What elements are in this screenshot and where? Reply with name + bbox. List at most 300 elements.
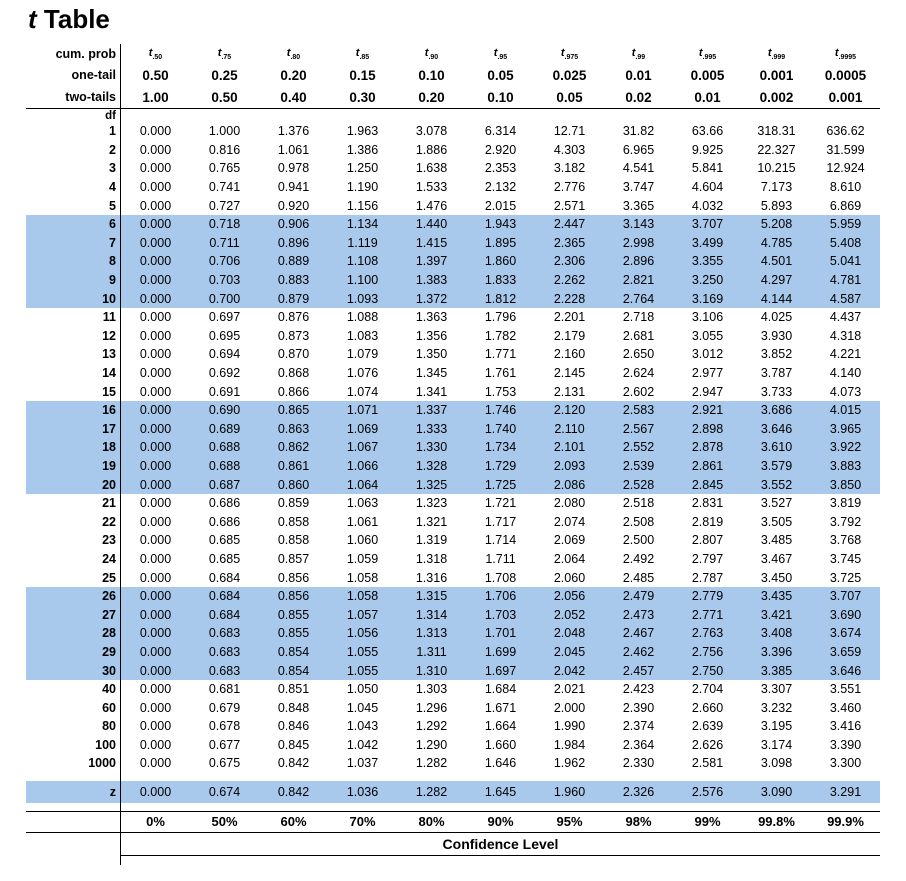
critical-value: 1.638 bbox=[415, 161, 448, 176]
critical-value: 2.763 bbox=[673, 624, 742, 643]
critical-value: 2.086 bbox=[535, 475, 604, 494]
table-row bbox=[26, 141, 880, 160]
critical-value: 0.883 bbox=[259, 271, 328, 290]
critical-value: 0.688 bbox=[190, 457, 259, 476]
cum-prob-sub: .80 bbox=[290, 54, 301, 62]
df-value: 15 bbox=[26, 382, 121, 401]
critical-value: 0.688 bbox=[190, 438, 259, 457]
critical-value: 1.100 bbox=[328, 271, 397, 290]
df-value: 16 bbox=[26, 401, 121, 420]
cum-prob-label: cum. prob bbox=[26, 44, 121, 64]
critical-value: 1.058 bbox=[328, 587, 397, 606]
cum-prob-sub: .999 bbox=[771, 54, 786, 62]
one-tail-value: 0.20 bbox=[280, 67, 307, 83]
spacer-cell bbox=[190, 803, 259, 812]
critical-value: 2.552 bbox=[604, 438, 673, 457]
critical-value: 2.021 bbox=[553, 682, 586, 697]
critical-value: 1.345 bbox=[415, 366, 448, 381]
critical-value: 0.978 bbox=[277, 161, 310, 176]
critical-value: 1.337 bbox=[397, 401, 466, 420]
critical-value: 2.074 bbox=[553, 514, 586, 529]
df-value: 17 bbox=[26, 420, 121, 439]
critical-value: 0.691 bbox=[208, 384, 241, 399]
critical-value: 1.296 bbox=[415, 700, 448, 715]
critical-value: 0.000 bbox=[139, 737, 172, 752]
one-tail-value: 0.01 bbox=[625, 67, 652, 83]
one-tail-value: 0.25 bbox=[211, 67, 238, 83]
critical-value: 1.319 bbox=[415, 533, 448, 548]
df-value: 4 bbox=[26, 178, 121, 197]
cum-prob-header bbox=[811, 44, 880, 64]
critical-value: 1.729 bbox=[466, 457, 535, 476]
empty-cell bbox=[742, 109, 811, 123]
critical-value: 0.856 bbox=[277, 570, 310, 585]
critical-value: 2.639 bbox=[691, 719, 724, 734]
cum-prob-t: t bbox=[286, 46, 291, 59]
critical-value: 63.66 bbox=[691, 124, 724, 139]
critical-value: 2.447 bbox=[535, 215, 604, 234]
critical-value: 0.858 bbox=[277, 514, 310, 529]
empty-cell bbox=[673, 109, 742, 123]
confidence-value: 99.9% bbox=[811, 811, 880, 832]
critical-value: 12.924 bbox=[826, 161, 865, 176]
table-row bbox=[26, 438, 880, 457]
confidence-value: 60% bbox=[259, 811, 328, 832]
critical-value: 3.195 bbox=[760, 719, 793, 734]
spacer-cell bbox=[535, 803, 604, 812]
critical-value: 0.000 bbox=[121, 401, 191, 420]
critical-value: 1.314 bbox=[397, 605, 466, 624]
spacer-cell bbox=[466, 773, 535, 781]
table-row bbox=[26, 420, 880, 439]
df-value: 11 bbox=[26, 308, 121, 327]
critical-value: 0.000 bbox=[139, 700, 172, 715]
critical-value: 2.787 bbox=[691, 570, 724, 585]
critical-value: 0.920 bbox=[277, 198, 310, 213]
critical-value: 0.876 bbox=[277, 310, 310, 325]
critical-value: 3.787 bbox=[760, 366, 793, 381]
critical-value: 2.861 bbox=[673, 457, 742, 476]
one-tail-value: 0.025 bbox=[552, 67, 587, 83]
two-tails-value: 0.30 bbox=[328, 86, 397, 109]
critical-value: 1.108 bbox=[328, 252, 397, 271]
critical-value: 2.110 bbox=[535, 420, 604, 439]
critical-value: 1.050 bbox=[346, 682, 379, 697]
critical-value: 1.671 bbox=[484, 700, 517, 715]
empty-cell bbox=[811, 109, 880, 123]
critical-value: 2.306 bbox=[535, 252, 604, 271]
table-row bbox=[26, 234, 880, 253]
critical-value: 1.833 bbox=[466, 271, 535, 290]
critical-value: 1.796 bbox=[484, 310, 517, 325]
critical-value: 31.82 bbox=[622, 124, 655, 139]
critical-value: 1.943 bbox=[466, 215, 535, 234]
critical-value: 0.846 bbox=[277, 719, 310, 734]
table-row bbox=[26, 401, 880, 420]
critical-value: 0.868 bbox=[277, 366, 310, 381]
critical-value: 2.201 bbox=[553, 310, 586, 325]
critical-value: 0.000 bbox=[121, 457, 191, 476]
critical-value: 3.747 bbox=[622, 180, 655, 195]
critical-value: 0.687 bbox=[190, 475, 259, 494]
df-label: df bbox=[26, 109, 121, 123]
critical-value: 0.678 bbox=[208, 719, 241, 734]
critical-value: 1.740 bbox=[466, 420, 535, 439]
df-value: 1000 bbox=[26, 754, 121, 773]
critical-value: 4.073 bbox=[829, 384, 862, 399]
critical-value: 3.499 bbox=[673, 234, 742, 253]
critical-value: 3.659 bbox=[811, 643, 880, 662]
critical-value: 0.000 bbox=[139, 570, 172, 585]
critical-value: 0.694 bbox=[208, 347, 241, 362]
critical-value: 1.962 bbox=[553, 756, 586, 771]
critical-value: 3.467 bbox=[760, 551, 793, 566]
critical-value: 3.819 bbox=[829, 496, 862, 511]
cum-prob-sub: .975 bbox=[564, 54, 579, 62]
critical-value: 3.745 bbox=[829, 551, 862, 566]
critical-value: 1.753 bbox=[484, 384, 517, 399]
critical-value: 0.865 bbox=[259, 401, 328, 420]
critical-value: 2.896 bbox=[604, 252, 673, 271]
critical-value: 1.282 bbox=[415, 756, 448, 771]
table-row bbox=[26, 512, 880, 531]
critical-value: 0.000 bbox=[139, 682, 172, 697]
critical-value: 2.132 bbox=[484, 180, 517, 195]
table-row bbox=[26, 475, 880, 494]
cum-prob-t: t bbox=[217, 46, 222, 59]
empty-cell bbox=[328, 109, 397, 123]
critical-value: 4.541 bbox=[622, 161, 655, 176]
df-value: 28 bbox=[26, 624, 121, 643]
critical-value: 1.088 bbox=[346, 310, 379, 325]
critical-value: 0.862 bbox=[259, 438, 328, 457]
spacer-cell bbox=[121, 803, 191, 812]
critical-value: 3.106 bbox=[691, 310, 724, 325]
critical-value: 1.325 bbox=[397, 475, 466, 494]
table-row bbox=[26, 327, 880, 346]
critical-value: 2.977 bbox=[691, 366, 724, 381]
critical-value: 1.321 bbox=[415, 514, 448, 529]
df-value: 100 bbox=[26, 736, 121, 755]
critical-value: 1.067 bbox=[328, 438, 397, 457]
critical-value: 1.363 bbox=[415, 310, 448, 325]
critical-value: 0.686 bbox=[208, 514, 241, 529]
confidence-value: 80% bbox=[397, 811, 466, 832]
critical-value: 2.462 bbox=[604, 643, 673, 662]
z-value: 2.576 bbox=[673, 781, 742, 803]
one-tail-row bbox=[26, 64, 880, 86]
critical-value: 0.855 bbox=[259, 624, 328, 643]
critical-value: 1.721 bbox=[484, 496, 517, 511]
critical-value: 0.857 bbox=[277, 551, 310, 566]
critical-value: 1.303 bbox=[415, 682, 448, 697]
table-row bbox=[26, 643, 880, 662]
cum-prob-row bbox=[26, 44, 880, 64]
critical-value: 2.624 bbox=[622, 366, 655, 381]
critical-value: 0.845 bbox=[277, 737, 310, 752]
critical-value: 3.460 bbox=[829, 700, 862, 715]
critical-value: 0.000 bbox=[139, 328, 172, 343]
cum-prob-header bbox=[259, 44, 328, 64]
critical-value: 2.704 bbox=[691, 682, 724, 697]
cum-prob-sub: .50 bbox=[152, 54, 163, 62]
table-row bbox=[26, 661, 880, 680]
critical-value: 1.069 bbox=[328, 420, 397, 439]
critical-value: 4.140 bbox=[829, 366, 862, 381]
critical-value: 0.683 bbox=[190, 624, 259, 643]
critical-value: 12.71 bbox=[553, 124, 586, 139]
critical-value: 0.000 bbox=[139, 514, 172, 529]
confidence-label-spacer bbox=[26, 832, 121, 855]
critical-value: 3.421 bbox=[742, 605, 811, 624]
critical-value: 9.925 bbox=[691, 142, 724, 157]
table-row bbox=[26, 122, 880, 141]
critical-value: 2.776 bbox=[553, 180, 586, 195]
table-row bbox=[26, 698, 880, 717]
critical-value: 1.000 bbox=[208, 124, 241, 139]
critical-value: 1.886 bbox=[415, 142, 448, 157]
critical-value: 0.000 bbox=[139, 310, 172, 325]
critical-value: 2.262 bbox=[535, 271, 604, 290]
critical-value: 2.718 bbox=[622, 310, 655, 325]
critical-value: 0.000 bbox=[139, 142, 172, 157]
df-value: 60 bbox=[26, 698, 121, 717]
spacer-cell bbox=[673, 773, 742, 781]
critical-value: 1.761 bbox=[484, 366, 517, 381]
confidence-value: 99% bbox=[673, 811, 742, 832]
critical-value: 1.697 bbox=[466, 661, 535, 680]
critical-value: 3.646 bbox=[811, 661, 880, 680]
critical-value: 1.313 bbox=[397, 624, 466, 643]
critical-value: 3.078 bbox=[415, 124, 448, 139]
critical-value: 3.390 bbox=[829, 737, 862, 752]
critical-value: 3.182 bbox=[553, 161, 586, 176]
critical-value: 1.963 bbox=[346, 124, 379, 139]
critical-value: 31.599 bbox=[826, 142, 865, 157]
critical-value: 2.052 bbox=[535, 605, 604, 624]
critical-value: 0.000 bbox=[139, 124, 172, 139]
critical-value: 2.093 bbox=[535, 457, 604, 476]
spacer-cell bbox=[604, 803, 673, 812]
critical-value: 2.080 bbox=[553, 496, 586, 511]
cum-prob-header bbox=[604, 44, 673, 64]
df-value: 7 bbox=[26, 234, 121, 253]
df-value: 1 bbox=[26, 122, 121, 141]
critical-value: 3.965 bbox=[811, 420, 880, 439]
df-value: 6 bbox=[26, 215, 121, 234]
critical-value: 2.528 bbox=[604, 475, 673, 494]
critical-value: 3.686 bbox=[742, 401, 811, 420]
critical-value: 2.473 bbox=[604, 605, 673, 624]
critical-value: 1.060 bbox=[346, 533, 379, 548]
critical-value: 0.697 bbox=[208, 310, 241, 325]
cum-prob-sub: .99 bbox=[635, 54, 646, 62]
table-row bbox=[26, 457, 880, 476]
page-title bbox=[28, 4, 110, 35]
critical-value: 1.706 bbox=[466, 587, 535, 606]
critical-value: 0.684 bbox=[208, 570, 241, 585]
spacer-cell bbox=[259, 803, 328, 812]
critical-value: 0.855 bbox=[259, 605, 328, 624]
table-row bbox=[26, 308, 880, 327]
one-tail-value: 0.15 bbox=[349, 67, 376, 83]
critical-value: 0.848 bbox=[277, 700, 310, 715]
critical-value: 1.734 bbox=[466, 438, 535, 457]
critical-value: 2.045 bbox=[535, 643, 604, 662]
critical-value: 1.056 bbox=[328, 624, 397, 643]
df-value: 30 bbox=[26, 661, 121, 680]
critical-value: 0.000 bbox=[121, 420, 191, 439]
critical-value: 1.316 bbox=[415, 570, 448, 585]
z-value: 2.326 bbox=[604, 781, 673, 803]
critical-value: 0.896 bbox=[259, 234, 328, 253]
critical-value: 0.706 bbox=[190, 252, 259, 271]
spacer-cell bbox=[466, 803, 535, 812]
critical-value: 1.860 bbox=[466, 252, 535, 271]
critical-value: 2.779 bbox=[673, 587, 742, 606]
critical-value: 0.851 bbox=[277, 682, 310, 697]
empty-cell bbox=[190, 109, 259, 123]
table-row bbox=[26, 680, 880, 699]
spacer-cell bbox=[397, 803, 466, 812]
critical-value: 2.160 bbox=[553, 347, 586, 362]
critical-value: 3.579 bbox=[742, 457, 811, 476]
critical-value: 3.733 bbox=[760, 384, 793, 399]
critical-value: 1.042 bbox=[346, 737, 379, 752]
critical-value: 2.518 bbox=[622, 496, 655, 511]
critical-value: 0.679 bbox=[208, 700, 241, 715]
critical-value: 1.341 bbox=[415, 384, 448, 399]
df-value: 19 bbox=[26, 457, 121, 476]
one-tail-value: 0.001 bbox=[759, 67, 794, 83]
critical-value: 5.208 bbox=[742, 215, 811, 234]
df-value: 21 bbox=[26, 494, 121, 513]
df-value: 13 bbox=[26, 345, 121, 364]
table-row bbox=[26, 605, 880, 624]
spacer-cell bbox=[673, 803, 742, 812]
critical-value: 4.437 bbox=[829, 310, 862, 325]
critical-value: 5.893 bbox=[760, 198, 793, 213]
critical-value: 2.042 bbox=[535, 661, 604, 680]
critical-value: 0.000 bbox=[121, 643, 191, 662]
df-value: 26 bbox=[26, 587, 121, 606]
critical-value: 6.965 bbox=[622, 142, 655, 157]
empty-cell bbox=[604, 109, 673, 123]
critical-value: 1.055 bbox=[328, 643, 397, 662]
df-value: 3 bbox=[26, 159, 121, 178]
critical-value: 1.119 bbox=[328, 234, 397, 253]
critical-value: 2.060 bbox=[553, 570, 586, 585]
critical-value: 0.690 bbox=[190, 401, 259, 420]
df-value: 12 bbox=[26, 327, 121, 346]
critical-value: 2.364 bbox=[622, 737, 655, 752]
critical-value: 0.000 bbox=[139, 551, 172, 566]
critical-value: 0.000 bbox=[139, 161, 172, 176]
title-word: Table bbox=[43, 4, 110, 34]
table-row bbox=[26, 178, 880, 197]
critical-value: 1.415 bbox=[397, 234, 466, 253]
critical-value: 1.059 bbox=[346, 551, 379, 566]
critical-value: 2.764 bbox=[604, 289, 673, 308]
z-label: z bbox=[26, 781, 121, 803]
cum-prob-sub: .9995 bbox=[838, 54, 857, 62]
spacer-label bbox=[26, 773, 121, 781]
critical-value: 5.041 bbox=[811, 252, 880, 271]
tail-spacer bbox=[26, 855, 121, 865]
critical-value: 2.583 bbox=[604, 401, 673, 420]
table-row bbox=[26, 345, 880, 364]
one-tail-value: 0.50 bbox=[142, 67, 169, 83]
critical-value: 0.859 bbox=[277, 496, 310, 511]
two-tails-value: 0.10 bbox=[466, 86, 535, 109]
one-tail-value: 0.10 bbox=[418, 67, 445, 83]
spacer-cell bbox=[811, 773, 880, 781]
critical-value: 3.850 bbox=[811, 475, 880, 494]
two-tails-value: 0.002 bbox=[742, 86, 811, 109]
critical-value: 1.064 bbox=[328, 475, 397, 494]
critical-value: 1.376 bbox=[277, 124, 310, 139]
critical-value: 0.941 bbox=[277, 180, 310, 195]
critical-value: 0.765 bbox=[208, 161, 241, 176]
critical-value: 1.315 bbox=[397, 587, 466, 606]
critical-value: 2.567 bbox=[604, 420, 673, 439]
critical-value: 0.879 bbox=[259, 289, 328, 308]
critical-value: 0.873 bbox=[277, 328, 310, 343]
critical-value: 1.664 bbox=[484, 719, 517, 734]
critical-value: 2.681 bbox=[622, 328, 655, 343]
critical-value: 0.685 bbox=[208, 533, 241, 548]
tail-row bbox=[26, 855, 880, 865]
critical-value: 1.310 bbox=[397, 661, 466, 680]
critical-value: 1.330 bbox=[397, 438, 466, 457]
critical-value: 1.895 bbox=[466, 234, 535, 253]
spacer-cell bbox=[121, 773, 191, 781]
df-value: 29 bbox=[26, 643, 121, 662]
spacer-cell bbox=[397, 773, 466, 781]
critical-value: 2.131 bbox=[553, 384, 586, 399]
critical-value: 5.841 bbox=[691, 161, 724, 176]
critical-value: 0.854 bbox=[259, 643, 328, 662]
critical-value: 4.221 bbox=[829, 347, 862, 362]
critical-value: 3.485 bbox=[760, 533, 793, 548]
critical-value: 2.819 bbox=[691, 514, 724, 529]
table-row bbox=[26, 196, 880, 215]
table-row bbox=[26, 531, 880, 550]
critical-value: 1.328 bbox=[397, 457, 466, 476]
critical-value: 3.707 bbox=[811, 587, 880, 606]
cum-prob-sub: .85 bbox=[359, 54, 370, 62]
critical-value: 3.883 bbox=[811, 457, 880, 476]
critical-value: 0.692 bbox=[208, 366, 241, 381]
df-value: 14 bbox=[26, 364, 121, 383]
cum-prob-header bbox=[328, 44, 397, 64]
critical-value: 0.856 bbox=[259, 587, 328, 606]
table-row bbox=[26, 364, 880, 383]
cum-prob-t: t bbox=[493, 46, 498, 59]
critical-value: 2.048 bbox=[535, 624, 604, 643]
one-tail-value: 0.05 bbox=[487, 67, 514, 83]
critical-value: 4.297 bbox=[742, 271, 811, 290]
table-row bbox=[26, 215, 880, 234]
cum-prob-t: t bbox=[560, 46, 565, 59]
critical-value: 0.000 bbox=[139, 366, 172, 381]
critical-value: 1.703 bbox=[466, 605, 535, 624]
critical-value: 0.675 bbox=[208, 756, 241, 771]
critical-value: 0.000 bbox=[139, 719, 172, 734]
critical-value: 0.854 bbox=[259, 661, 328, 680]
df-value: 23 bbox=[26, 531, 121, 550]
critical-value: 0.000 bbox=[139, 496, 172, 511]
